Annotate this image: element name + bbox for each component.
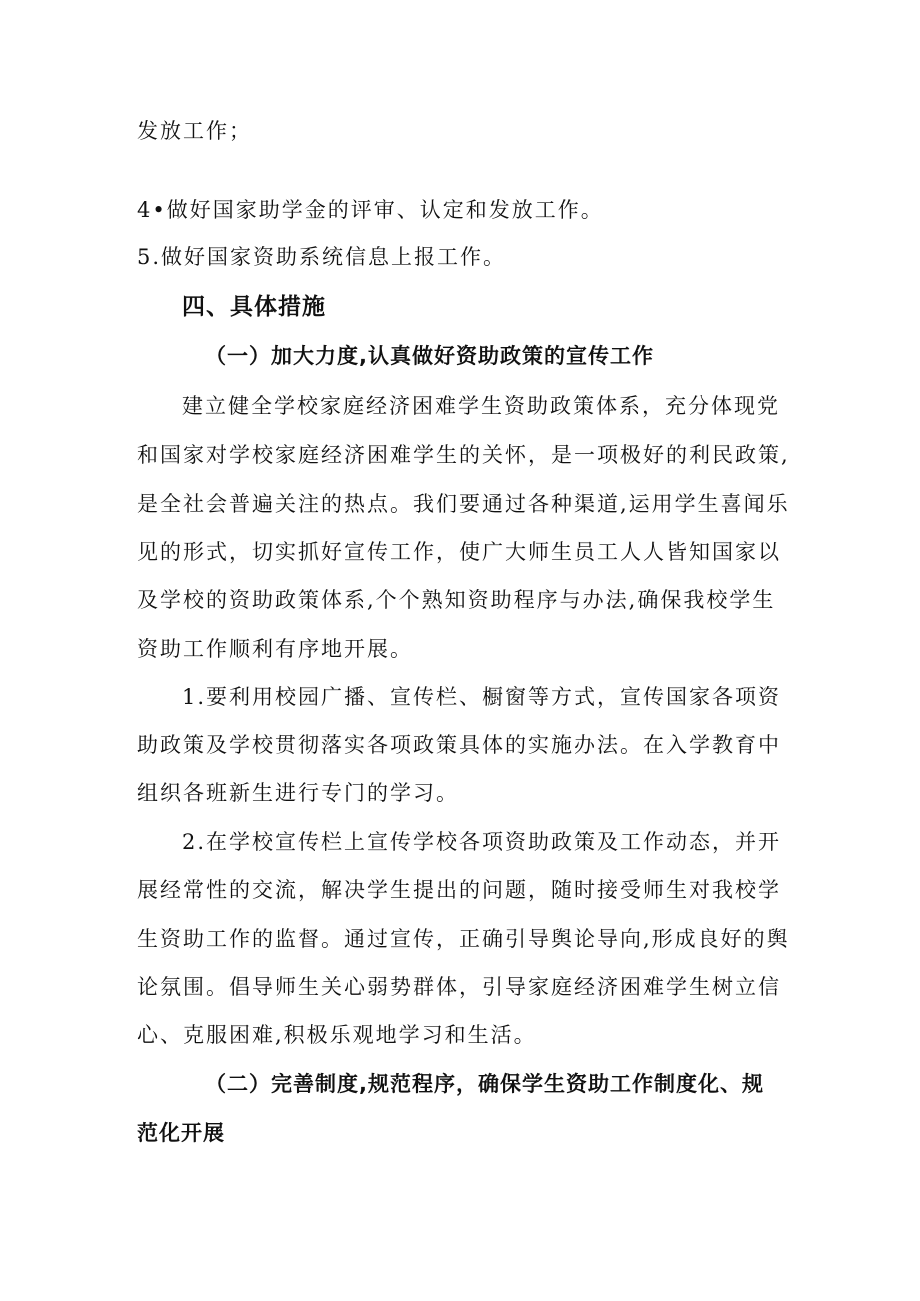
- list-item-2: 2.在学校宣传栏上宣传学校各项资助政策及工作动态，并开: [182, 830, 782, 854]
- subsection-heading-2: （二）完善制度,规范程序，确保学生资助工作制度化、规: [205, 1072, 764, 1096]
- paragraph-line: 建立健全学校家庭经济困难学生资助政策体系，充分体现党: [182, 394, 780, 418]
- paragraph-line: 发放工作；: [137, 119, 252, 143]
- paragraph-line: 助政策及学校贯彻落实各项政策具体的实施办法。在入学教育中: [137, 733, 781, 757]
- list-item-4: 4•做好国家助学金的评审、认定和发放工作。: [137, 198, 604, 222]
- paragraph-line: 心、克服困难,积极乐观地学习和生活。: [137, 1023, 537, 1047]
- paragraph-line: 组织各班新生进行专门的学习。: [137, 781, 459, 805]
- list-item-1: 1.要利用校园广播、宣传栏、橱窗等方式，宣传国家各项资: [182, 685, 782, 709]
- paragraph-line: 是全社会普遍关注的热点。我们要通过各种渠道,运用学生喜闻乐: [137, 492, 790, 516]
- paragraph-line: 生资助工作的监督。通过宣传，正确引导舆论导向,形成良好的舆: [137, 927, 790, 951]
- section-heading: 四、具体措施: [182, 294, 326, 320]
- list-item-5: 5.做好国家资助系统信息上报工作。: [137, 245, 507, 269]
- paragraph-line: 展经常性的交流，解决学生提出的问题，随时接受师生对我校学: [137, 878, 781, 902]
- paragraph-line: 论氛围。倡导师生关心弱势群体，引导家庭经济困难学生树立信: [137, 975, 781, 999]
- paragraph-line: 和国家对学校家庭经济困难学生的关怀，是一项极好的利民政策,: [137, 443, 790, 467]
- subsection-heading-1: （一）加大力度,认真做好资助政策的宣传工作: [205, 344, 654, 368]
- paragraph-line: 资助工作顺利有序地开展。: [137, 637, 413, 661]
- paragraph-line: 见的形式，切实抓好宣传工作，使广大师生员工人人皆知国家以: [137, 540, 781, 564]
- subsection-heading-2-continued: 范化开展: [137, 1121, 225, 1145]
- paragraph-line: 及学校的资助政策体系,个个熟知资助程序与办法,确保我校学生: [137, 588, 776, 612]
